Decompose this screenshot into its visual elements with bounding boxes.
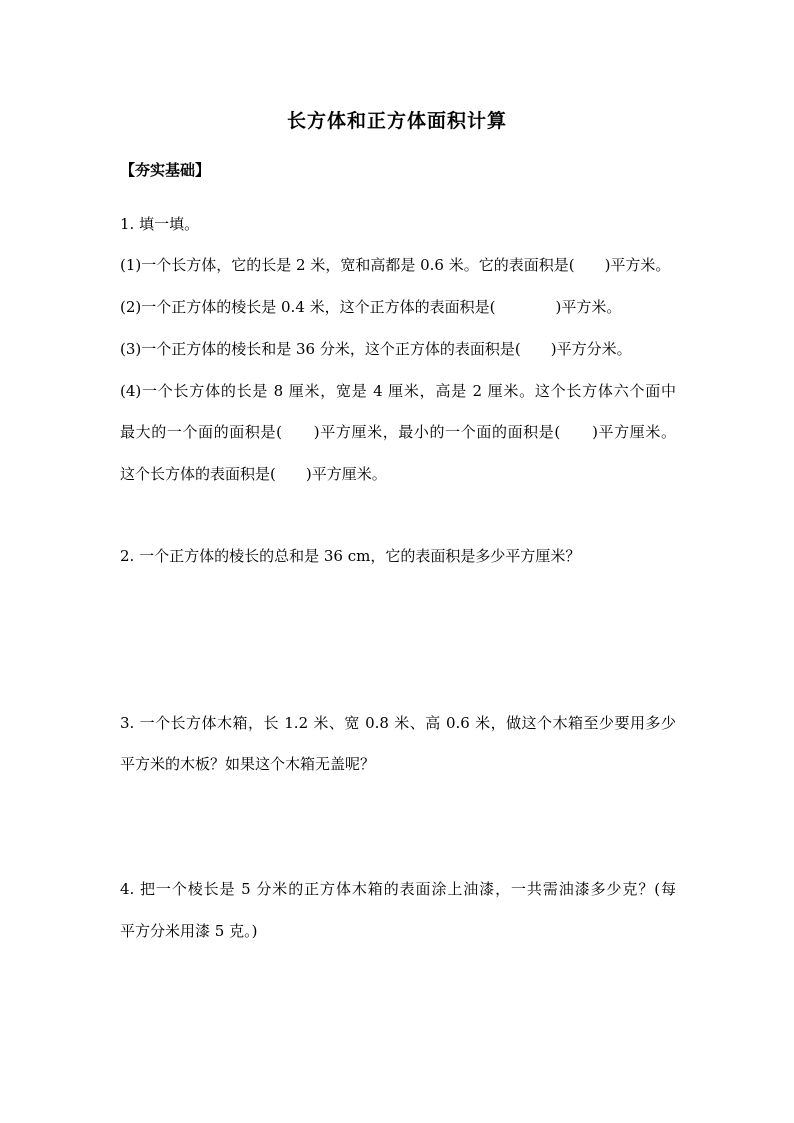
question-4-line-2: 平方分米用漆 5 克。) bbox=[120, 922, 258, 940]
question-1-part-3: (3)一个正方体的棱长和是 36 分米，这个正方体的表面积是( )平方分米。 bbox=[120, 340, 632, 358]
question-2: 2. 一个正方体的棱长的总和是 36 cm，它的表面积是多少平方厘米？ bbox=[120, 547, 581, 565]
question-4-line-1: 4. 把一个棱长是 5 分米的正方体木箱的表面涂上油漆，一共需油漆多少克？(每 bbox=[120, 880, 676, 898]
page-title: 长方体和正方体面积计算 bbox=[286, 110, 507, 132]
question-1-part-2: (2)一个正方体的棱长是 0.4 米，这个正方体的表面积是( )平方米。 bbox=[120, 298, 622, 316]
question-1-part-4-line-3: 这个长方体的表面积是( )平方厘米。 bbox=[120, 465, 387, 483]
question-1-part-4-line-1: (4)一个长方体的长是 8 厘米，宽是 4 厘米，高是 2 厘米。这个长方体六个面中 bbox=[120, 382, 676, 400]
question-1-part-4-line-2: 最大的一个面的面积是( )平方厘米，最小的一个面的面积是( )平方厘米。 bbox=[120, 423, 676, 441]
question-1-part-1: (1)一个长方体，它的长是 2 米，宽和高都是 0.6 米。它的表面积是( )平方米。 bbox=[120, 256, 671, 274]
question-1-heading: 1. 填一填。 bbox=[120, 215, 200, 233]
section-heading: 【夯实基础】 bbox=[120, 161, 211, 179]
question-3-line-2: 平方米的木板？如果这个木箱无盖呢？ bbox=[120, 755, 376, 773]
question-3-line-1: 3. 一个长方体木箱，长 1.2 米、宽 0.8 米、高 0.6 米，做这个木箱至少要用多少 bbox=[120, 714, 676, 732]
